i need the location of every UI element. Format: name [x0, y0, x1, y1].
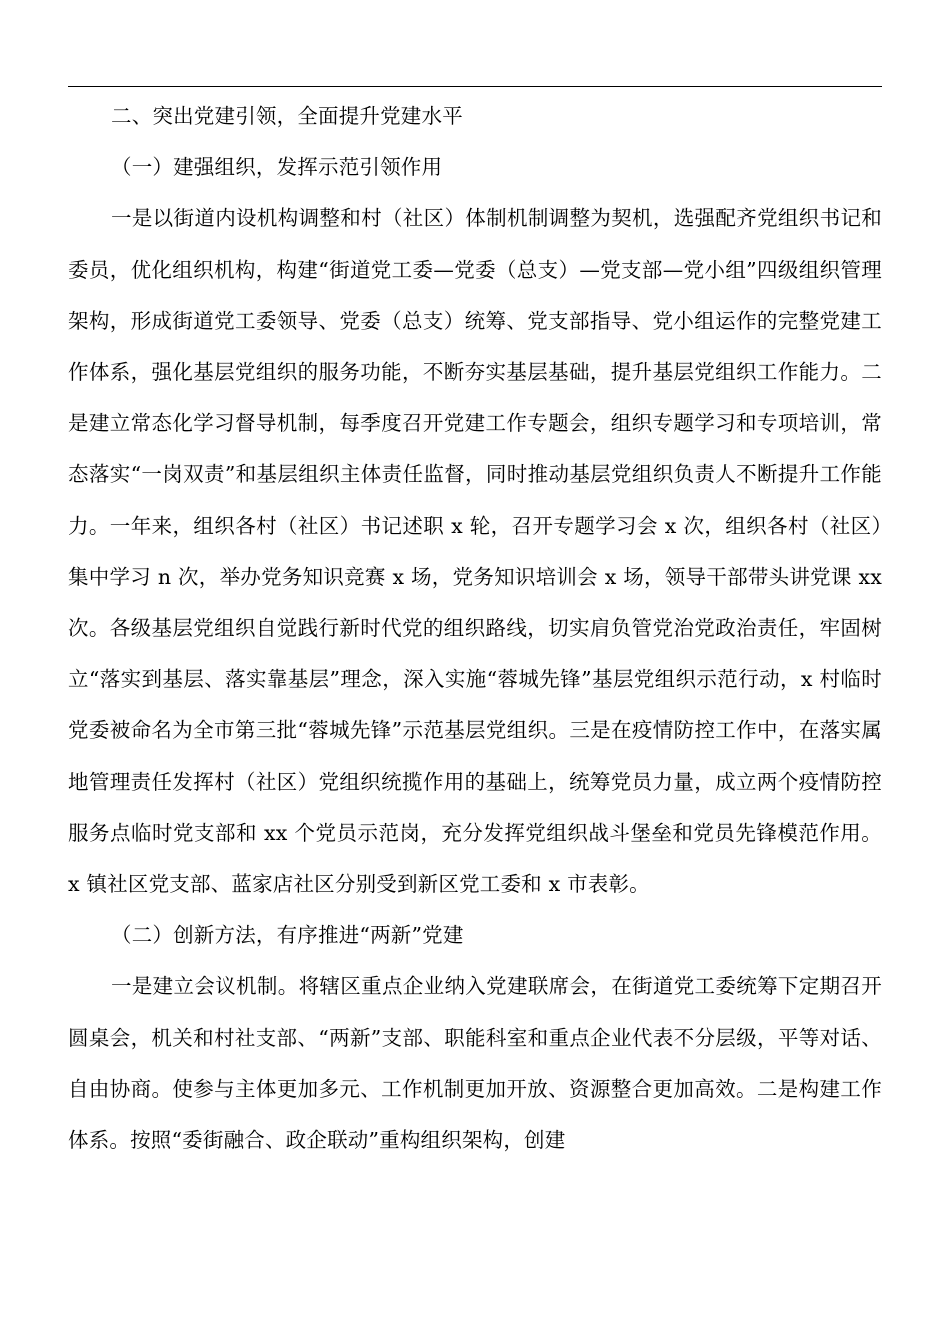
- body-paragraph-2: 一是建立会议机制。将辖区重点企业纳入党建联席会，在街道党工委统筹下定期召开圆桌会，机关和村社支部、“两新”支部、职能科室和重点企业代表不分层级，平等对话、自由协商。使参与主体更加多元、工作机制更加开放、资源整合更加高效。二是构建工作体系。按照“委街融合、政企联动”重构组织架构，创建: [68, 974, 882, 1153]
- document-body: [68, 91, 882, 1166]
- body-paragraph-1: 一是以街道内设机构调整和村（社区）体制机制调整为契机，选强配齐党组织书记和委员，优化组织机构，构建“街道党工委—党委（总支）—党支部—党小组”四级组织管理架构，形成街道党工委领导、党委（总支）统筹、党支部指导、党小组运作的完整党建工作体系，强化基层党组织的服务功能，不断夯实基层基础，提升基层党组织工作能力。二是建立常态化学习督导机制，每季度召开党建工作专题会，组织专题学习和专项培训，常态落实“一岗双责”和基层组织主体责任监督，同时推动基层党组织负责人不断提升工作能力。一年来，组织各村（社区）书记述职 x 轮，召开专题学习会 x 次，组织各村（社区）集中学习 n 次，举办党务知识竞赛 x 场，党务知识培训会 x 场，领导干部带头讲党课 xx 次。各级基层党组织自觉践行新时代党的组织路线，切实肩负管党治党政治责任，牢固树立“落实到基层、落实靠基层”理念，深入实施“蓉城先锋”基层党组织示范行动，x 村临时党委被命名为全市第三批“蓉城先锋”示范基层党组织。三是在疫情防控工作中，在落实属地管理责任发挥村（社区）党组织统揽作用的基础上，统筹党员力量，成立两个疫情防控服务点临时党支部和 xx 个党员示范岗，充分发挥党组织战斗堡垒和党员先锋模范作用。x 镇社区党支部、蓝家店社区分别受到新区党工委和 x 市表彰。: [68, 206, 882, 897]
- subsection-heading-1: （一）建强组织，发挥示范引领作用: [111, 155, 443, 180]
- section-heading: 二、突出党建引领，全面提升党建水平: [111, 104, 463, 128]
- subsection-heading-2: （二）创新方法，有序推进“两新”党建: [111, 923, 464, 948]
- header-rule: [68, 86, 882, 87]
